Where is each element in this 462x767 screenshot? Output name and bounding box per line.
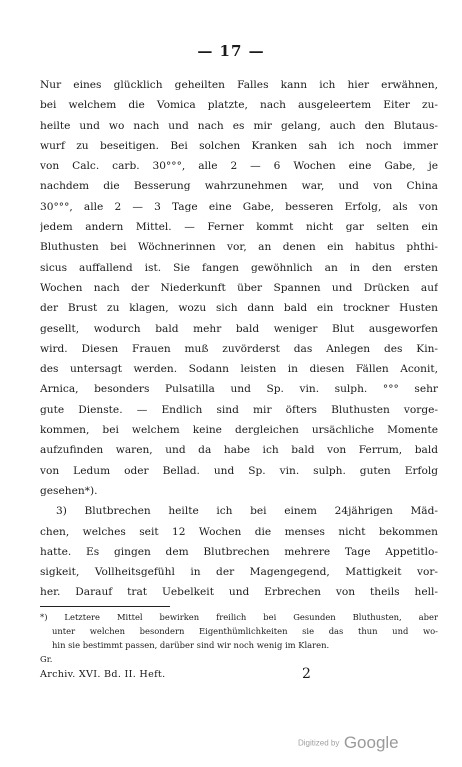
text-line: sigkeit, Vollheitsgefühl in der Magengegend, Mattigkeit vor- bbox=[40, 566, 438, 579]
text-line: gesellt, wodurch bald mehr bald weniger Blut ausgeworfen bbox=[40, 322, 438, 335]
text-line: chen, welches seit 12 Wochen die menses nicht bekommen bbox=[40, 525, 438, 538]
google-wordmark: Google bbox=[343, 733, 399, 752]
text-line: Bluthusten bei Wöchnerinnen vor, an denen ein habitus phthi- bbox=[40, 241, 438, 254]
text-line: gesehen*). bbox=[40, 484, 98, 497]
text-line: wurf zu beseitigen. Bei solchen Kranken sah ich noch immer bbox=[40, 139, 438, 152]
sheet-number: 2 bbox=[302, 666, 312, 682]
text-line: von Ledum oder Bellad. und Sp. vin. sulph. guten Erfolg bbox=[40, 464, 438, 477]
text-line: wird. Diesen Frauen muß zuvörderst das Anlegen des Kin- bbox=[40, 342, 438, 355]
text-line: gute Dienste. — Endlich sind mir öfters Bluthusten vorge- bbox=[40, 403, 438, 416]
text-line: bei welchem die Vomica platzte, nach ausgeleertem Eiter zu- bbox=[40, 99, 438, 112]
footnote-line: unter welchen besondern Eigenthümlichkeiten sie das thun und wo- bbox=[52, 626, 438, 636]
text-line: hatte. Es gingen dem Blutbrechen mehrere Tage Appetitlo- bbox=[40, 545, 438, 558]
text-line: sicus auffallend ist. Sie fangen gewöhnlich an in den ersten bbox=[40, 261, 438, 274]
footnote-line: hin sie bestimmt passen, darüber sind wir noch wenig im Klaren. bbox=[52, 640, 330, 650]
digitized-by-label: Digitized by bbox=[298, 738, 340, 748]
footnote-signature: Gr. bbox=[40, 654, 53, 664]
text-line: 30°°°, alle 2 — 3 Tage eine Gabe, besseren Erfolg, als von bbox=[40, 200, 438, 213]
text-line: aufzufinden waren, und da habe ich bald von Ferrum, bald bbox=[40, 444, 438, 457]
signature-text: Archiv. XVI. Bd. II. Heft. bbox=[40, 669, 166, 680]
text-line: nachdem die Besserung wahrzunehmen war, und von China bbox=[40, 180, 438, 193]
text-line: Arnica, besonders Pulsatilla und Sp. vin. sulph. °°° sehr bbox=[40, 383, 438, 396]
page-number: — 17 — bbox=[197, 42, 265, 60]
footnote-block bbox=[40, 610, 438, 666]
text-line: Wochen nach der Niederkunft über Spannen und Drücken auf bbox=[40, 281, 438, 294]
text-line: heilte und wo nach und nach es mir gelang, auch den Blutaus- bbox=[40, 119, 438, 132]
text-line: des untersagt werden. Sodann leisten in diesen Fällen Aconit, bbox=[40, 363, 438, 376]
text-line: jedem andern Mittel. — Ferner kommt nicht gar selten ein bbox=[40, 221, 438, 234]
footnote-divider bbox=[40, 606, 170, 607]
text-line: kommen, bei welchem keine dergleichen ursächliche Momente bbox=[40, 424, 438, 437]
body-text bbox=[40, 75, 438, 603]
digitized-watermark bbox=[298, 733, 399, 753]
text-line: Nur eines glücklich geheilten Falles kann ich hier erwähnen, bbox=[40, 79, 438, 91]
footnote-line: *) Letztere Mittel bewirken freilich bei Gesunden Bluthusten, aber bbox=[40, 612, 438, 622]
text-line: her. Darauf trat Uebelkeit und Erbrechen von theils hell- bbox=[40, 586, 438, 599]
text-line: der Brust zu klagen, wozu sich dann bald ein trockner Husten bbox=[40, 302, 438, 315]
paragraph-start-line: 3) Blutbrechen heilte ich bei einem 24jährigen Mäd- bbox=[56, 505, 438, 518]
text-line: von Calc. carb. 30°°°, alle 2 — 6 Wochen eine Gabe, je bbox=[40, 160, 438, 173]
printer-signature bbox=[40, 666, 340, 682]
